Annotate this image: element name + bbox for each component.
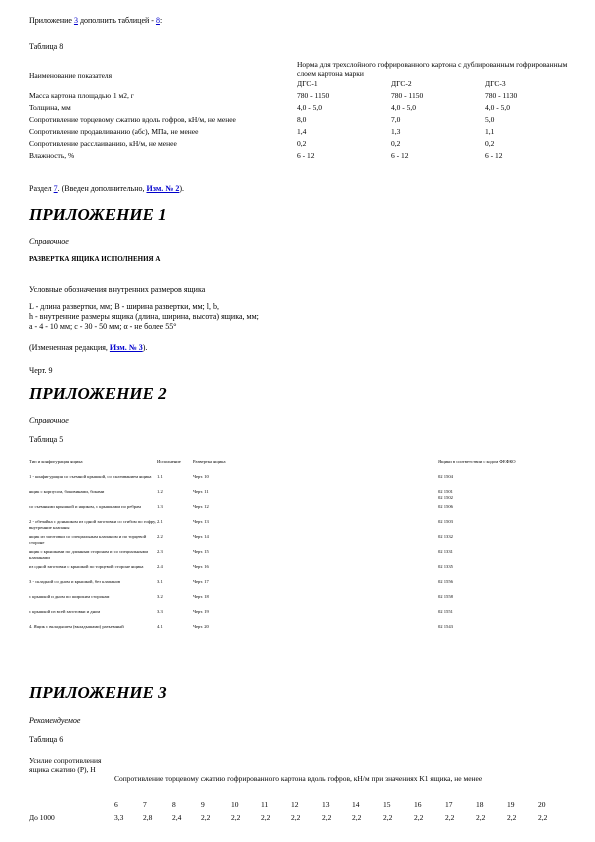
cell-type: 2 - обечайка с донышком из одной заготовки со сгибом по гофру, внутренние клапаны — [29, 519, 156, 530]
cell-isp: 3.3 — [157, 609, 163, 614]
cell-type: со съемными крышкой и ящиком, с крышками по ребрам — [29, 504, 141, 509]
grade-header: ДГС-3 — [485, 78, 506, 88]
cell-value: 0,2 — [391, 138, 401, 148]
cell-code: 02 1543 — [438, 624, 453, 629]
cell-code: 02 1503 — [438, 519, 453, 524]
cell-chert: Черт. 16 — [193, 564, 209, 569]
header-cell: Тип и конфигурация ящика — [29, 459, 83, 464]
k-value: 7 — [143, 800, 147, 809]
k-value: 16 — [414, 800, 422, 809]
cell-code: 02 1332 — [438, 534, 453, 539]
cell-value: 2,2 — [231, 813, 241, 823]
cell-value: 1,1 — [485, 126, 495, 136]
cell-value: 2,2 — [201, 813, 211, 823]
legend-title: Условные обозначения внутренних размеров ящика — [29, 285, 206, 294]
cell-value: 2,8 — [143, 813, 153, 823]
change-note-text-end: ). — [142, 343, 148, 352]
cell-chert: Черт. 20 — [193, 624, 209, 629]
row-name: Сопротивление торцевому сжатию вдоль гофров, кН/м, не менее — [29, 114, 236, 124]
k-value: 19 — [507, 800, 515, 809]
cell-value: 2,2 — [445, 813, 455, 823]
table-6-caption: Таблица 6 — [29, 735, 64, 744]
table-row — [29, 504, 569, 519]
cell-value: 780 - 1130 — [485, 90, 518, 100]
table-8-link[interactable]: 8 — [155, 16, 160, 25]
table-5 — [29, 459, 569, 639]
cell-type: 4. Ящик с вкладышем (вкладышами) разъемный — [29, 624, 124, 629]
table-row — [29, 474, 569, 489]
change-note-text: (Измененная редакция, — [29, 343, 110, 352]
cell-value: 6 - 12 — [485, 150, 503, 160]
cell-value: 4,0 - 5,0 — [485, 102, 510, 112]
row-name: Влажность, % — [29, 150, 75, 160]
cell-chert: Черт. 14 — [193, 534, 209, 539]
legend-block — [29, 302, 259, 332]
amendment-3-link[interactable]: Изм. № 3 — [109, 343, 143, 352]
legend-line: L - длина развертки, мм; B - ширина развертки, мм; l, b, — [29, 302, 220, 311]
cell-code: 02 1558 — [438, 594, 453, 599]
cell-value: 780 - 1150 — [391, 90, 424, 100]
cell-type: 1 - конфигурация со съемной крышкой, со склеиванием ящика — [29, 474, 152, 479]
cell-value: 2,4 — [172, 813, 182, 823]
k-value: 10 — [231, 800, 239, 809]
table-6 — [29, 756, 569, 823]
grade-header: ДГС-1 — [297, 78, 318, 88]
row-header: Усилие сопротивления ящика сжатию (P), Н — [29, 756, 102, 774]
cell-code: 02 1551 — [438, 609, 453, 614]
table-row — [29, 594, 569, 609]
cell-isp: 3.1 — [157, 579, 163, 584]
cell-type: из одной заготовки с крышкой по торцевой стороне ящика — [29, 564, 144, 569]
cell-value: 1,3 — [391, 126, 401, 136]
razdel-note-text: Раздел — [29, 184, 54, 193]
table-5-caption: Таблица 5 — [29, 435, 64, 444]
cell-value: 2,2 — [507, 813, 517, 823]
change-note — [29, 343, 147, 353]
appendix-1-heading: РАЗВЕРТКА ЯЩИКА ИСПОЛНЕНИЯ А — [29, 255, 161, 263]
appendix-2-title: ПРИЛОЖЕНИЕ 2 — [29, 384, 167, 403]
cell-code: 02 1504 — [438, 474, 453, 479]
row-name: Сопротивление расслаиванию, кН/м, не менее — [29, 138, 177, 148]
appendix-1-status: Справочное — [29, 237, 69, 246]
table-row — [29, 91, 569, 103]
cell-value: 6 - 12 — [297, 150, 315, 160]
cell-type: ящик с крышками по длинным сторонам и со специальными клапанами — [29, 549, 148, 560]
appendix-3-title: ПРИЛОЖЕНИЕ 3 — [29, 683, 167, 702]
top-note-text-mid: дополнить таблицей - — [77, 16, 156, 25]
cell-value: 2,2 — [352, 813, 362, 823]
header-cell: Ящики в соответствии с кодом ФЕФКО — [438, 459, 516, 464]
cell-value: 4,0 - 5,0 — [297, 102, 322, 112]
table-row — [29, 609, 569, 624]
k-value: 15 — [383, 800, 391, 809]
cell-value: 2,2 — [476, 813, 486, 823]
k-value: 9 — [201, 800, 205, 809]
cell-chert: Черт. 12 — [193, 504, 209, 509]
table-row — [29, 809, 569, 822]
cell-value: 7,0 — [391, 114, 401, 124]
cell-isp: 2.2 — [157, 534, 163, 539]
razdel-note — [29, 184, 184, 194]
cell-code: 02 1556 — [438, 579, 453, 584]
cell-value: 2,2 — [383, 813, 393, 823]
cell-value: 780 - 1150 — [297, 90, 330, 100]
cell-type: ящик с корпусом, боковинами, боками — [29, 489, 105, 494]
appendix-2-status: Справочное — [29, 416, 69, 425]
cell-value: 4,0 - 5,0 — [391, 102, 416, 112]
cell-type: 3 - складной со дном и крышкой, без клапанов — [29, 579, 121, 584]
cell-value: 2,2 — [538, 813, 548, 823]
table-8-col-name: Наименование показателя — [29, 70, 113, 80]
table-row — [29, 151, 569, 163]
table-8-header-row — [29, 60, 569, 79]
section-7-link[interactable]: 7 — [53, 184, 58, 193]
table-row — [29, 127, 569, 139]
cell-isp: 4.1 — [157, 624, 163, 629]
table-8 — [29, 60, 569, 163]
razdel-note-text-end: ). — [179, 184, 184, 193]
cell-isp: 1.1 — [157, 474, 163, 479]
table-row — [29, 534, 569, 549]
cell-chert: Черт. 15 — [193, 549, 209, 554]
cell-value: 2,2 — [291, 813, 301, 823]
cell-value: 6 - 12 — [391, 150, 409, 160]
drawing-label: Черт. 9 — [29, 366, 53, 375]
table-5-header-row — [29, 459, 569, 474]
legend-line: h - внутренние размеры ящика (длина, ширина, высота) ящика, мм; — [29, 312, 259, 321]
cell-isp: 2.4 — [157, 564, 163, 569]
k-value: 6 — [114, 800, 118, 809]
k-value: 17 — [445, 800, 453, 809]
cell-chert: Черт. 17 — [193, 579, 209, 584]
cell-value: 2,2 — [414, 813, 424, 823]
table-8-caption: Таблица 8 — [29, 42, 64, 51]
top-note-text-end: : — [159, 16, 163, 25]
top-note-text: Приложение — [29, 16, 74, 25]
table-8-norm-header: Норма для трехслойного гофрированного картона с дублированным гофрированным слоем картона марки — [297, 60, 568, 79]
cell-isp: 3.2 — [157, 594, 163, 599]
cell-value: 5,0 — [485, 114, 495, 124]
cell-code: 02 1331 — [438, 549, 453, 554]
row-label: До 1000 — [29, 813, 55, 823]
cell-isp: 2.3 — [157, 549, 163, 554]
legend-line: a - 4 - 10 мм; c - 30 - 50 мм; α - не более 55° — [29, 322, 177, 331]
top-note — [29, 16, 162, 26]
k-value: 20 — [538, 800, 546, 809]
cell-chert: Черт. 18 — [193, 594, 209, 599]
cell-chert: Черт. 10 — [193, 474, 209, 479]
grade-header: ДГС-2 — [391, 78, 412, 88]
cell-isp: 2.1 — [157, 519, 163, 524]
k-value: 14 — [352, 800, 360, 809]
k-value: 8 — [172, 800, 176, 809]
table-row — [29, 624, 569, 639]
cell-value: 0,2 — [297, 138, 307, 148]
table-row — [29, 564, 569, 579]
cell-chert: Черт. 19 — [193, 609, 209, 614]
k-value: 18 — [476, 800, 484, 809]
group-header: Сопротивление торцевому сжатию гофрированного картона вдоль гофров, кН/м при значениях K1 ящика, не менее — [114, 774, 483, 783]
table-row — [29, 139, 569, 151]
cell-type: с крышкой из всей заготовки и дном — [29, 609, 101, 614]
table-row — [29, 103, 569, 115]
appendix-3-status: Рекомендуемое — [29, 716, 81, 725]
cell-value: 2,2 — [322, 813, 332, 823]
cell-value: 8,0 — [297, 114, 307, 124]
k-value: 12 — [291, 800, 299, 809]
row-name: Сопротивление продавливанию (абс), МПа, не менее — [29, 126, 199, 136]
appendix-3-link[interactable]: 3 — [73, 16, 78, 25]
k-value: 11 — [261, 800, 269, 809]
appendix-1-title: ПРИЛОЖЕНИЕ 1 — [29, 205, 167, 224]
table-row — [29, 519, 569, 534]
header-cell: Исполнение — [157, 459, 181, 464]
row-name: Масса картона площадью 1 м2, г — [29, 90, 134, 100]
header-cell: Развертка ящика — [193, 459, 226, 464]
razdel-note-text-mid: . (Введен дополнительно, — [57, 184, 147, 193]
cell-type: ящик из заготовки со специальным клапаном и по торцевой стороне — [29, 534, 147, 545]
table-row — [29, 489, 569, 504]
cell-code: 02 1506 — [438, 504, 453, 509]
cell-value: 0,2 — [485, 138, 495, 148]
table-row — [29, 549, 569, 564]
k-value: 13 — [322, 800, 330, 809]
table-row — [29, 115, 569, 127]
cell-value: 1,4 — [297, 126, 307, 136]
cell-type: с крышкой и дном по широким сторонам — [29, 594, 110, 599]
cell-value: 3,3 — [114, 813, 124, 823]
cell-value: 2,2 — [261, 813, 271, 823]
cell-chert: Черт. 13 — [193, 519, 209, 524]
table-row — [29, 579, 569, 594]
cell-code: 02 1501 02 1502 — [438, 489, 453, 500]
cell-isp: 1.2 — [157, 489, 163, 494]
amendment-2-link[interactable]: Изм. № 2 — [146, 184, 180, 193]
table-6-header-row — [29, 756, 569, 800]
cell-chert: Черт. 11 — [193, 489, 209, 494]
cell-isp: 1.3 — [157, 504, 163, 509]
cell-code: 02 1335 — [438, 564, 453, 569]
row-name: Толщина, мм — [29, 102, 71, 112]
